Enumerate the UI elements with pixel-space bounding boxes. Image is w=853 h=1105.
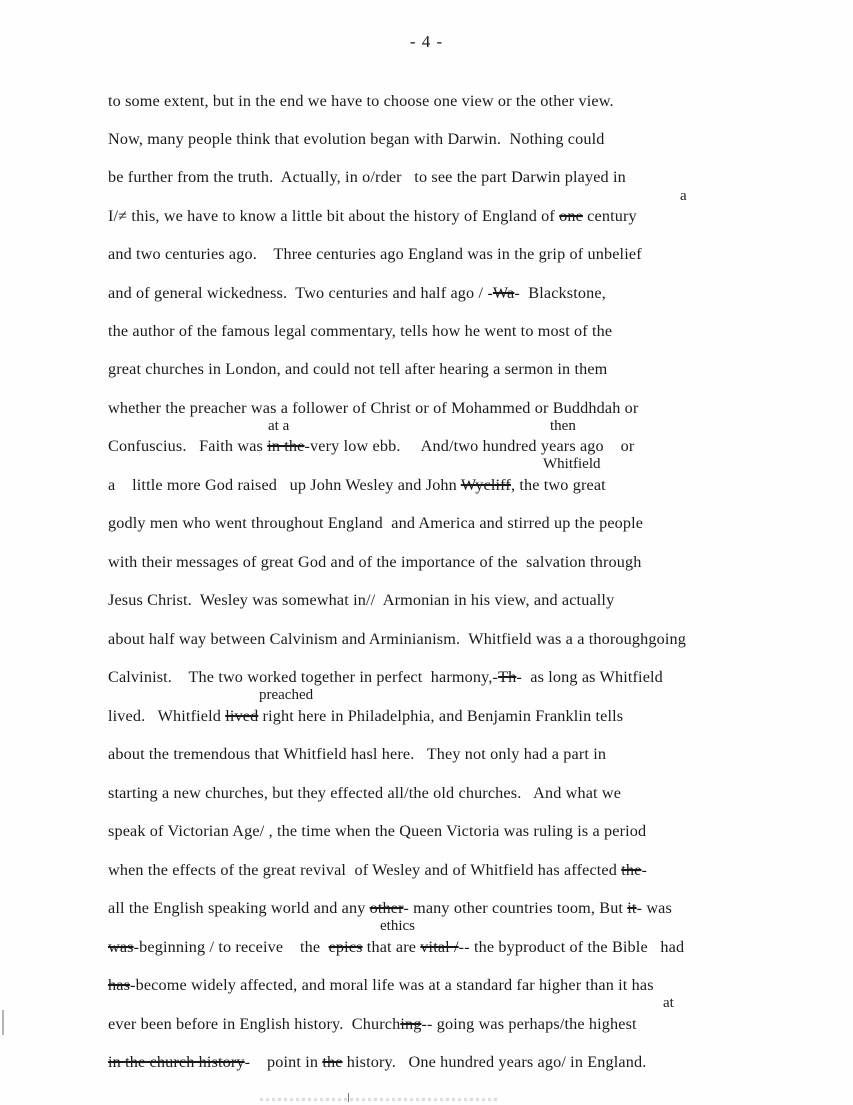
- page-number: - 4 -: [409, 32, 444, 51]
- typed-correction-mark: I/≠: [108, 207, 128, 225]
- struck-text: epics: [328, 938, 363, 956]
- text-segment: with their messages of great God and of the importance of the salvation through: [108, 553, 642, 571]
- text-line: [108, 206, 637, 226]
- text-segment: Jesus Christ. Wesley was somewhat i: [108, 591, 358, 609]
- text-segment: - point in: [244, 1053, 323, 1071]
- text-segment: ever been before in English history. Church: [108, 1015, 401, 1033]
- text-line: [108, 667, 663, 687]
- text-segment: history. One hundred years ago/ in England.: [342, 1053, 647, 1071]
- typed-correction-mark: k: [262, 130, 271, 148]
- text-segment: starting: [108, 784, 162, 802]
- text-segment: Confuscius. Faith was: [108, 437, 268, 455]
- text-line: [108, 129, 605, 149]
- typed-correction-mark: /: [209, 938, 215, 956]
- text-segment: to receive the: [214, 938, 329, 956]
- struck-text: other: [369, 899, 404, 917]
- text-segment: -very low ebb. And: [304, 437, 449, 455]
- text-segment: this, we have to know a little bit about the history of England of: [127, 207, 560, 225]
- text-segment: ,: [590, 899, 600, 917]
- text-segment: speak of Victorian Age: [108, 822, 260, 840]
- text-line: [108, 398, 638, 418]
- text-line: [108, 475, 606, 495]
- text-line: [108, 321, 612, 341]
- text-line: [108, 552, 641, 572]
- interlinear-insertion: at: [663, 995, 674, 1011]
- struck-text: was: [108, 938, 134, 956]
- typed-correction-mark: /: [559, 1015, 565, 1033]
- text-segment: all the English speaking world and any: [108, 899, 370, 917]
- text-segment: to some extent, but in the end we have to choose one view or the other view.: [108, 92, 614, 110]
- text-line: [108, 91, 614, 111]
- text-segment: ut: [610, 899, 628, 917]
- text-segment: the highest: [564, 1015, 637, 1033]
- text-segment: Calvinist. The two worked together in perfect harmony,-: [108, 668, 499, 686]
- left-margin-mark: [2, 1010, 4, 1035]
- text-segment: -- going was perhaps: [421, 1015, 560, 1033]
- text-segment: thoroughgoing: [584, 630, 687, 648]
- text-segment: about the tremendous that Whitfield hasl here. They not only had a part in: [108, 745, 607, 763]
- text-segment: -: [483, 284, 493, 302]
- text-segment: - as long as Whitfield: [516, 668, 663, 686]
- text-segment: -: [641, 861, 647, 879]
- typed-correction-mark: a: [577, 630, 585, 648]
- typed-correction-mark: m: [578, 899, 591, 917]
- text-segment: about half way between Calvinism and Arminianism. Whitfield was a: [108, 630, 578, 648]
- text-line: [108, 706, 623, 726]
- typed-correction-mark: B: [599, 899, 611, 917]
- interlinear-insertion: Whitfield: [543, 456, 601, 472]
- typed-correction-mark: /: [404, 784, 409, 802]
- text-line: [108, 359, 607, 379]
- typed-correction-mark: a: [161, 784, 170, 802]
- text-segment: and of general wickedness. Two centuries and half ago: [108, 284, 479, 302]
- text-line: [108, 167, 626, 187]
- text-segment: century: [582, 207, 637, 225]
- struck-text: Wa: [492, 284, 515, 302]
- struck-text: it: [627, 899, 637, 917]
- text-line: [108, 590, 614, 610]
- footer-smudge: [260, 1098, 500, 1101]
- text-segment: great churches in London, and could not tell after hearing a sermon in them: [108, 360, 608, 378]
- text-segment: the author of the famous legal commentary, tells how he went to most of the: [108, 322, 613, 340]
- text-segment: a little more God raised up John Wesley and John: [108, 476, 461, 494]
- struck-text: ing: [400, 1015, 422, 1033]
- text-segment: two hundred years ago or: [453, 437, 635, 455]
- interlinear-insertion: ethics: [380, 918, 415, 934]
- text-line: [108, 1014, 637, 1034]
- struck-text: Th: [498, 668, 517, 686]
- text-line: [108, 898, 672, 918]
- text-segment: when the effects of the great revival of Wesley and of Whitfield has affected: [108, 861, 622, 879]
- text-segment: new churches, but they effected all: [169, 784, 405, 802]
- text-segment: the old churches. And what we: [408, 784, 622, 802]
- typed-correction-mark: /: [370, 168, 376, 186]
- text-segment: be further from the truth. Actually, in o: [108, 168, 371, 186]
- text-segment: - Blackstone,: [514, 284, 606, 302]
- text-line: [108, 283, 606, 303]
- text-segment: -become widely affected, and moral life was at a standard far higher than it has: [130, 976, 654, 994]
- text-segment: godly men who went throughout England and America and stirred up the people: [108, 514, 644, 532]
- text-line: [108, 937, 684, 957]
- interlinear-insertion: then: [550, 418, 576, 434]
- text-line: [108, 783, 621, 803]
- text-segment: , the time when the Queen Victoria was ruling is a period: [264, 822, 647, 840]
- text-line: [108, 244, 642, 264]
- struck-text: vital /: [420, 938, 459, 956]
- text-segment: rder to see the part Darwin played in: [375, 168, 626, 186]
- text-segment: that evolution began with Darwin. Nothing could: [270, 130, 605, 148]
- typed-correction-mark: n//: [357, 591, 376, 609]
- text-segment: lived. Whitfield: [108, 707, 226, 725]
- text-segment: -- the byproduct of the Bible had: [458, 938, 685, 956]
- text-line: [108, 436, 634, 456]
- text-line: [108, 860, 647, 880]
- struck-text: Wycliff: [460, 476, 511, 494]
- text-line: [108, 744, 606, 764]
- text-line: [108, 513, 643, 533]
- text-segment: - was: [636, 899, 672, 917]
- text-line: [108, 975, 654, 995]
- text-segment: Now, many people thin: [108, 130, 263, 148]
- interlinear-insertion: a: [680, 188, 687, 204]
- interlinear-insertion: at a: [268, 418, 290, 434]
- struck-text: one: [559, 207, 583, 225]
- typed-correction-mark: /: [478, 284, 484, 302]
- struck-text: in the church history: [108, 1053, 245, 1071]
- struck-text: has: [108, 976, 131, 994]
- text-segment: and two centuries ago. Three centuries ago England was in the grip of unbelief: [108, 245, 642, 263]
- struck-text: lived: [225, 707, 259, 725]
- text-segment: , the two great: [510, 476, 606, 494]
- text-segment: right here in Philadelphia, and Benjamin Franklin tells: [258, 707, 624, 725]
- text-segment: -beginning: [133, 938, 210, 956]
- text-segment: - many other countries too: [403, 899, 579, 917]
- typed-correction-mark: /: [448, 437, 454, 455]
- struck-text: in the: [267, 437, 305, 455]
- text-line: [108, 821, 646, 841]
- text-segment: that are: [362, 938, 421, 956]
- struck-text: the: [322, 1053, 343, 1071]
- interlinear-insertion: preached: [259, 687, 314, 703]
- text-segment: Armonian in his view, and actually: [375, 591, 615, 609]
- text-line: [108, 1052, 646, 1072]
- text-line: [108, 629, 686, 649]
- text-segment: whether the preacher was a follower of Christ or of Mohammed or Buddhdah or: [108, 399, 639, 417]
- struck-text: the: [621, 861, 642, 879]
- typed-correction-mark: /: [259, 822, 265, 840]
